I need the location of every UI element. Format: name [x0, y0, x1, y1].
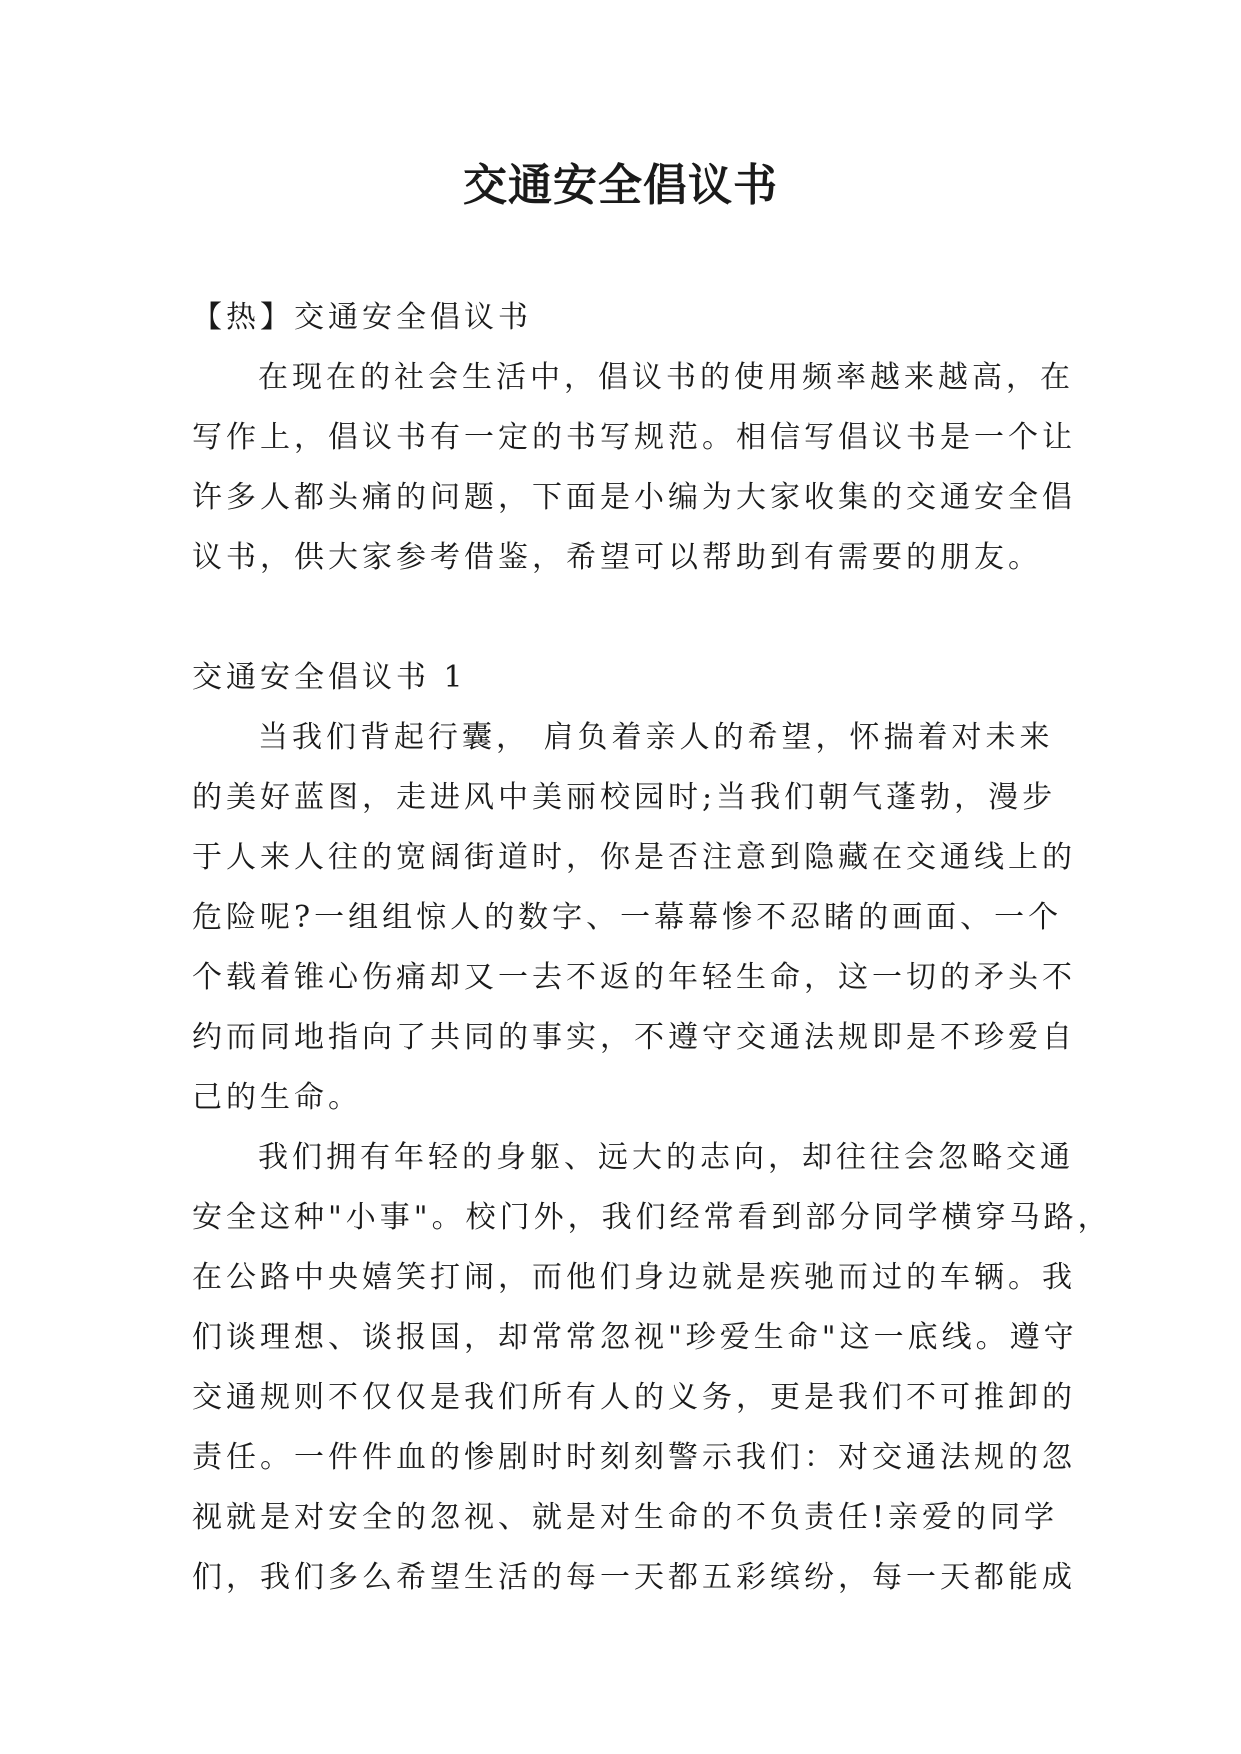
body-paragraph-1	[192, 708, 1076, 1128]
text-line: 议书，供大家参考借鉴，希望可以帮助到有需要的朋友。	[192, 540, 1042, 575]
text-line: 己的生命。	[192, 1080, 362, 1115]
paragraph-spacer	[192, 588, 1052, 648]
text-line: 约而同地指向了共同的事实，不遵守交通法规即是不珍爱自	[192, 1020, 1076, 1055]
text-line: 当我们背起行囊， 肩负着亲人的希望，怀揣着对未来	[258, 720, 1054, 755]
section-heading: 交通安全倡议书 1	[192, 660, 467, 695]
text-line: 交通规则不仅仅是我们所有人的义务，更是我们不可推卸的	[192, 1380, 1076, 1415]
document-subtitle: 【热】交通安全倡议书	[192, 300, 532, 335]
text-line: 我们拥有年轻的身躯、远大的志向，却往往会忽略交通	[258, 1140, 1074, 1175]
text-line: 在公路中央嬉笑打闹，而他们身边就是疾驰而过的车辆。我	[192, 1260, 1076, 1295]
text-line: 于人来人往的宽阔街道时，你是否注意到隐藏在交通线上的	[192, 840, 1076, 875]
text-line: 写作上，倡议书有一定的书写规范。相信写倡议书是一个让	[192, 420, 1076, 455]
text-line: 们谈理想、谈报国，却常常忽视"珍爱生命"这一底线。遵守	[192, 1320, 1078, 1355]
text-line: 们，我们多么希望生活的每一天都五彩缤纷，每一天都能成	[192, 1560, 1076, 1595]
intro-paragraph	[192, 348, 1076, 588]
text-line: 在现在的社会生活中，倡议书的使用频率越来越高，在	[258, 360, 1074, 395]
document-body	[192, 288, 1112, 1608]
text-line: 安全这种"小事"。校门外，我们经常看到部分同学横穿马路，	[192, 1200, 1112, 1235]
text-line: 危险呢?一组组惊人的数字、一幕幕惨不忍睹的画面、一个	[192, 900, 1063, 935]
text-line: 个载着锥心伤痛却又一去不返的年轻生命，这一切的矛头不	[192, 960, 1076, 995]
body-paragraph-2	[192, 1128, 1112, 1608]
text-line: 视就是对安全的忽视、就是对生命的不负责任!亲爱的同学	[192, 1500, 1059, 1535]
text-line: 的美好蓝图，走进风中美丽校园时;当我们朝气蓬勃，漫步	[192, 780, 1057, 815]
text-line: 许多人都头痛的问题，下面是小编为大家收集的交通安全倡	[192, 480, 1076, 515]
document-title: 交通安全倡议书	[463, 160, 778, 211]
text-line: 责任。一件件血的惨剧时时刻刻警示我们：对交通法规的忽	[192, 1440, 1076, 1475]
